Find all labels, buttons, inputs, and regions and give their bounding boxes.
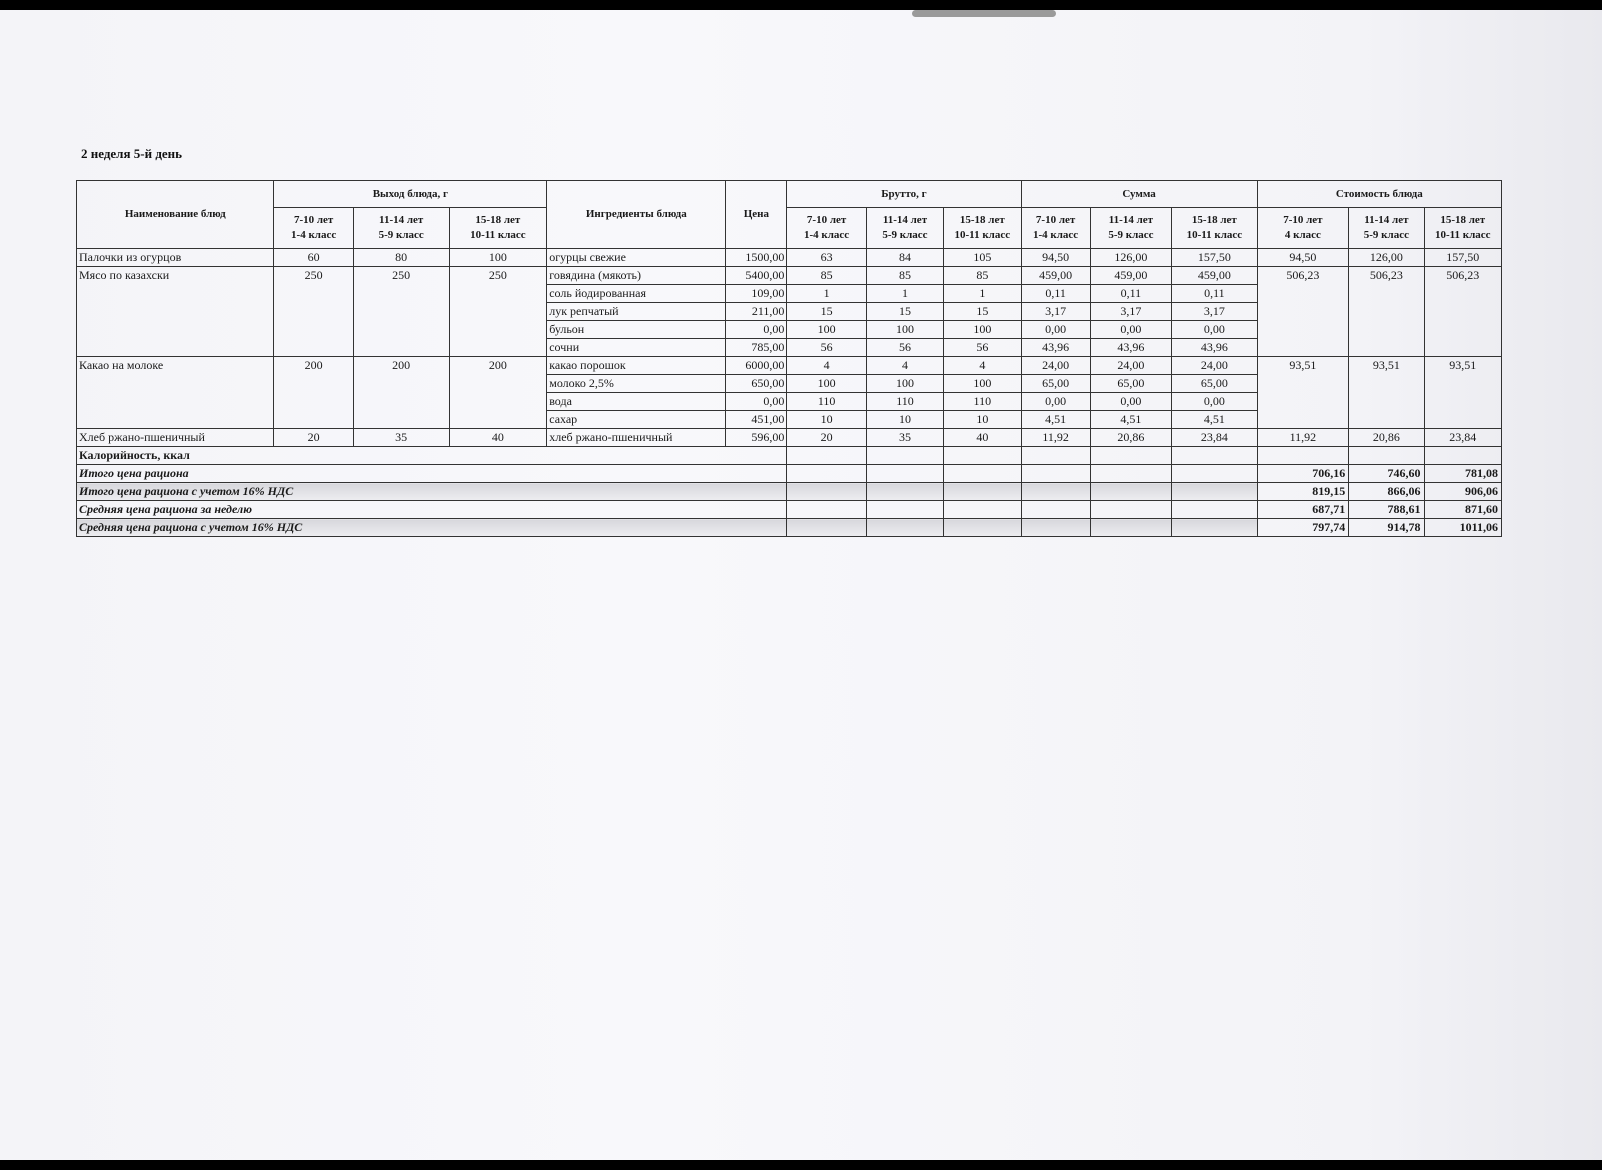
table-row [77, 429, 1502, 447]
age-header-sum [1090, 208, 1171, 249]
ingredient-gross: 1 [866, 285, 943, 303]
empty-cell [1172, 447, 1257, 465]
age-header-line: 1-4 класс [291, 229, 337, 241]
dish-cost: 94,50 [1257, 249, 1349, 267]
empty-cell [787, 483, 866, 501]
ingredient-price: 109,00 [726, 285, 787, 303]
header-yield: Выход блюда, г [274, 181, 547, 208]
ingredient-sum: 4,51 [1021, 411, 1090, 429]
empty-cell [944, 501, 1021, 519]
ingredient-gross: 110 [866, 393, 943, 411]
summary-value: 906,06 [1424, 483, 1501, 501]
page-title: 2 неделя 5-й день [81, 146, 183, 161]
age-header-yield [449, 208, 547, 249]
dish-cost: 506,23 [1257, 267, 1349, 357]
ingredient-gross: 110 [944, 393, 1021, 411]
ingredient-name: лук репчатый [547, 303, 726, 321]
ingredient-gross: 100 [866, 375, 943, 393]
header-dish-name: Наименование блюд [77, 181, 274, 249]
dish-yield: 80 [353, 249, 449, 267]
ingredient-price: 211,00 [726, 303, 787, 321]
summary-value: 914,78 [1349, 519, 1424, 537]
ingredient-price: 785,00 [726, 339, 787, 357]
dish-name: Палочки из огурцов [77, 249, 274, 267]
ingredient-gross: 10 [944, 411, 1021, 429]
empty-cell [1021, 519, 1090, 537]
ingredient-sum: 65,00 [1172, 375, 1257, 393]
empty-cell [1021, 483, 1090, 501]
empty-cell [787, 519, 866, 537]
ingredient-price: 596,00 [726, 429, 787, 447]
age-header-line: 15-18 лет [1440, 214, 1486, 226]
age-header-line: 11-14 лет [882, 214, 928, 226]
ingredient-sum: 157,50 [1172, 249, 1257, 267]
summary-value: 706,16 [1257, 465, 1349, 483]
empty-cell [1424, 447, 1501, 465]
empty-cell [866, 465, 943, 483]
age-header-line: 10-11 класс [470, 229, 526, 241]
ingredient-sum: 0,11 [1021, 285, 1090, 303]
age-header-line: 15-18 лет [1191, 214, 1237, 226]
dish-yield: 40 [449, 429, 547, 447]
ingredient-sum: 459,00 [1021, 267, 1090, 285]
age-header-line: 7-10 лет [1283, 214, 1323, 226]
summary-label: Средняя цена рациона с учетом 16% НДС [77, 519, 787, 537]
ingredient-name: какао порошок [547, 357, 726, 375]
ingredient-sum: 11,92 [1021, 429, 1090, 447]
empty-cell [1090, 465, 1171, 483]
header-ingredients: Ингредиенты блюда [547, 181, 726, 249]
summary-label: Средняя цена рациона за неделю [77, 501, 787, 519]
empty-cell [1172, 483, 1257, 501]
dish-yield: 200 [449, 357, 547, 429]
ingredient-sum: 24,00 [1172, 357, 1257, 375]
dish-yield: 200 [274, 357, 353, 429]
dish-yield: 60 [274, 249, 353, 267]
summary-row [77, 501, 1502, 519]
ingredient-sum: 4,51 [1172, 411, 1257, 429]
dish-cost: 506,23 [1424, 267, 1501, 357]
ingredient-sum: 94,50 [1021, 249, 1090, 267]
age-header-yield [353, 208, 449, 249]
table-row [77, 249, 1502, 267]
ingredient-gross: 1 [944, 285, 1021, 303]
ingredient-gross: 110 [787, 393, 866, 411]
empty-cell [1021, 501, 1090, 519]
ingredient-sum: 23,84 [1172, 429, 1257, 447]
ingredient-sum: 126,00 [1090, 249, 1171, 267]
summary-value: 687,71 [1257, 501, 1349, 519]
ingredient-price: 650,00 [726, 375, 787, 393]
ingredient-price: 1500,00 [726, 249, 787, 267]
ingredient-gross: 15 [787, 303, 866, 321]
dish-cost: 93,51 [1424, 357, 1501, 429]
ingredient-gross: 56 [787, 339, 866, 357]
ingredient-sum: 0,00 [1021, 393, 1090, 411]
age-header-line: 1-4 класс [804, 229, 850, 241]
table-row [77, 267, 1502, 285]
ingredient-gross: 1 [787, 285, 866, 303]
calories-label: Калорийность, ккал [77, 447, 787, 465]
summary-value: 819,15 [1257, 483, 1349, 501]
ingredient-sum: 0,00 [1172, 393, 1257, 411]
age-header-sum [1021, 208, 1090, 249]
ingredient-gross: 100 [944, 321, 1021, 339]
ingredient-sum: 24,00 [1021, 357, 1090, 375]
summary-label: Итого цена рациона [77, 465, 787, 483]
dish-cost: 11,92 [1257, 429, 1349, 447]
dish-name: Мясо по казахски [77, 267, 274, 357]
summary-value: 1011,06 [1424, 519, 1501, 537]
ingredient-sum: 0,11 [1090, 285, 1171, 303]
summary-value: 797,74 [1257, 519, 1349, 537]
ingredient-gross: 20 [787, 429, 866, 447]
empty-cell [866, 447, 943, 465]
ingredient-gross: 100 [787, 375, 866, 393]
dish-cost: 506,23 [1349, 267, 1424, 357]
ingredient-gross: 10 [787, 411, 866, 429]
empty-cell [1349, 447, 1424, 465]
empty-cell [944, 519, 1021, 537]
ingredient-gross: 56 [866, 339, 943, 357]
ingredient-name: огурцы свежие [547, 249, 726, 267]
ingredient-sum: 3,17 [1090, 303, 1171, 321]
dish-yield: 250 [274, 267, 353, 357]
age-header-cost [1257, 208, 1349, 249]
ingredient-sum: 459,00 [1090, 267, 1171, 285]
ingredient-sum: 65,00 [1021, 375, 1090, 393]
ingredient-gross: 84 [866, 249, 943, 267]
ingredient-gross: 85 [787, 267, 866, 285]
ingredient-sum: 43,96 [1021, 339, 1090, 357]
dish-cost: 20,86 [1349, 429, 1424, 447]
ingredient-gross: 15 [944, 303, 1021, 321]
ingredient-price: 6000,00 [726, 357, 787, 375]
empty-cell [1172, 501, 1257, 519]
age-header-line: 5-9 класс [1363, 229, 1409, 241]
ingredient-gross: 15 [866, 303, 943, 321]
summary-value: 788,61 [1349, 501, 1424, 519]
ingredient-sum: 0,00 [1021, 321, 1090, 339]
ingredient-sum: 0,00 [1090, 393, 1171, 411]
age-header-gross [866, 208, 943, 249]
age-header-line: 15-18 лет [475, 214, 521, 226]
ingredient-sum: 3,17 [1021, 303, 1090, 321]
empty-cell [1172, 465, 1257, 483]
drag-handle[interactable] [912, 10, 1056, 17]
ingredient-sum: 3,17 [1172, 303, 1257, 321]
age-header-line: 7-10 лет [293, 214, 334, 226]
dish-yield: 100 [449, 249, 547, 267]
ingredient-sum: 65,00 [1090, 375, 1171, 393]
age-header-line: 5-9 класс [378, 229, 424, 241]
age-header-line: 4 класс [1284, 229, 1321, 241]
age-header-line: 5-9 класс [882, 229, 928, 241]
summary-value: 871,60 [1424, 501, 1501, 519]
ingredient-sum: 0,00 [1172, 321, 1257, 339]
menu-table [76, 180, 1502, 537]
dish-cost: 93,51 [1257, 357, 1349, 429]
ingredient-gross: 100 [944, 375, 1021, 393]
summary-value: 781,08 [1424, 465, 1501, 483]
dish-name: Какао на молоке [77, 357, 274, 429]
age-header-line: 11-14 лет [379, 214, 424, 226]
age-header-yield [274, 208, 353, 249]
empty-cell [944, 447, 1021, 465]
empty-cell [1021, 447, 1090, 465]
dish-yield: 35 [353, 429, 449, 447]
ingredient-sum: 4,51 [1090, 411, 1171, 429]
ingredient-name: сахар [547, 411, 726, 429]
ingredient-name: хлеб ржано-пшеничный [547, 429, 726, 447]
header-gross: Брутто, г [787, 181, 1021, 208]
table-row [77, 357, 1502, 375]
dish-cost: 23,84 [1424, 429, 1501, 447]
calories-row [77, 447, 1502, 465]
ingredient-gross: 105 [944, 249, 1021, 267]
header-price: Цена [726, 181, 787, 249]
ingredient-gross: 63 [787, 249, 866, 267]
header-sum: Сумма [1021, 181, 1257, 208]
summary-row [77, 465, 1502, 483]
summary-value: 746,60 [1349, 465, 1424, 483]
dish-cost: 157,50 [1424, 249, 1501, 267]
empty-cell [1090, 501, 1171, 519]
age-header-gross [787, 208, 866, 249]
ingredient-gross: 100 [866, 321, 943, 339]
summary-value: 866,06 [1349, 483, 1424, 501]
ingredient-price: 0,00 [726, 321, 787, 339]
ingredient-sum: 24,00 [1090, 357, 1171, 375]
dish-name: Хлеб ржано-пшеничный [77, 429, 274, 447]
age-header-line: 11-14 лет [1364, 214, 1409, 226]
age-header-line: 7-10 лет [806, 214, 847, 226]
age-header-line: 15-18 лет [959, 214, 1005, 226]
ingredient-sum: 0,11 [1172, 285, 1257, 303]
ingredient-gross: 35 [866, 429, 943, 447]
empty-cell [944, 465, 1021, 483]
age-header-line: 10-11 класс [1186, 229, 1243, 241]
empty-cell [1172, 519, 1257, 537]
age-header-sum [1172, 208, 1257, 249]
dish-yield: 250 [449, 267, 547, 357]
empty-cell [1090, 519, 1171, 537]
dish-cost: 126,00 [1349, 249, 1424, 267]
ingredient-name: бульон [547, 321, 726, 339]
age-header-gross [944, 208, 1021, 249]
empty-cell [1257, 447, 1349, 465]
ingredient-price: 5400,00 [726, 267, 787, 285]
age-header-line: 10-11 класс [954, 229, 1011, 241]
header-cost: Стоимость блюда [1257, 181, 1501, 208]
empty-cell [866, 501, 943, 519]
age-header-line: 7-10 лет [1035, 214, 1076, 226]
summary-row [77, 483, 1502, 501]
age-header-line: 5-9 класс [1108, 229, 1154, 241]
summary-label: Итого цена рациона с учетом 16% НДС [77, 483, 787, 501]
ingredient-sum: 43,96 [1090, 339, 1171, 357]
empty-cell [787, 447, 866, 465]
empty-cell [1021, 465, 1090, 483]
ingredient-sum: 0,00 [1090, 321, 1171, 339]
ingredient-name: сочни [547, 339, 726, 357]
empty-cell [787, 465, 866, 483]
ingredient-gross: 56 [944, 339, 1021, 357]
ingredient-gross: 40 [944, 429, 1021, 447]
ingredient-name: соль йодированная [547, 285, 726, 303]
summary-row [77, 519, 1502, 537]
empty-cell [787, 501, 866, 519]
ingredient-sum: 459,00 [1172, 267, 1257, 285]
dish-yield: 200 [353, 357, 449, 429]
ingredient-name: вода [547, 393, 726, 411]
ingredient-gross: 10 [866, 411, 943, 429]
ingredient-price: 0,00 [726, 393, 787, 411]
empty-cell [866, 483, 943, 501]
age-header-cost [1424, 208, 1501, 249]
empty-cell [866, 519, 943, 537]
ingredient-gross: 4 [787, 357, 866, 375]
ingredient-sum: 43,96 [1172, 339, 1257, 357]
ingredient-gross: 85 [866, 267, 943, 285]
ingredient-gross: 85 [944, 267, 1021, 285]
dish-yield: 250 [353, 267, 449, 357]
ingredient-name: говядина (мякоть) [547, 267, 726, 285]
age-header-line: 1-4 класс [1033, 229, 1079, 241]
ingredient-gross: 4 [866, 357, 943, 375]
empty-cell [1090, 483, 1171, 501]
empty-cell [944, 483, 1021, 501]
ingredient-name: молоко 2,5% [547, 375, 726, 393]
ingredient-gross: 4 [944, 357, 1021, 375]
age-header-line: 11-14 лет [1108, 214, 1154, 226]
dish-cost: 93,51 [1349, 357, 1424, 429]
empty-cell [1090, 447, 1171, 465]
ingredient-sum: 20,86 [1090, 429, 1171, 447]
ingredient-gross: 100 [787, 321, 866, 339]
ingredient-price: 451,00 [726, 411, 787, 429]
dish-yield: 20 [274, 429, 353, 447]
age-header-line: 10-11 класс [1434, 229, 1491, 241]
age-header-cost [1349, 208, 1424, 249]
